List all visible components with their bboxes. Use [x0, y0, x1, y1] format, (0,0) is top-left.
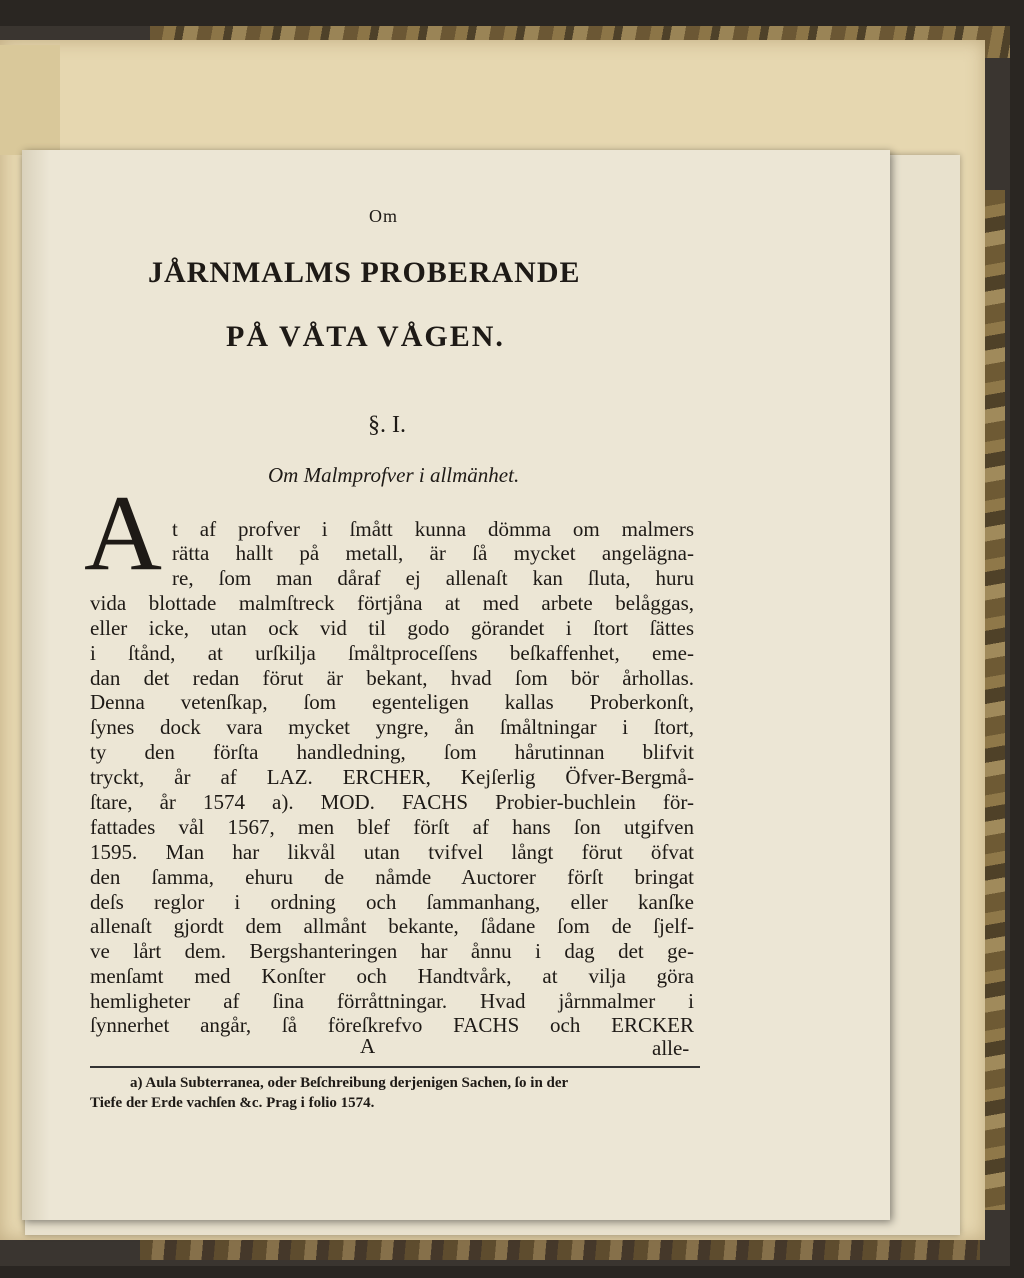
- body-line: ſynnerhet angår, ſå föreſkrefvo FACHS och ERCKER: [90, 1013, 694, 1037]
- section-number: §. I.: [368, 412, 406, 438]
- body-line: re, ſom man dåraf ej allenaſt kan ſluta, huru: [172, 566, 694, 590]
- title-prefix: Om: [369, 206, 398, 226]
- page-title-line1: JÅRNMALMS PROBERANDE: [148, 256, 581, 289]
- body-line: fattades vål 1567, men blef förſt af hans ſon utgifven: [90, 815, 694, 839]
- body-line: dan det redan förut är bekant, hvad ſom bör århollas.: [90, 666, 694, 690]
- body-line: rätta hallt på metall, är ſå mycket angelägna-: [172, 541, 694, 565]
- body-line: vida blottade malmſtreck förtjåna at med arbete belåggas,: [90, 591, 694, 615]
- body-line: allenaſt gjordt dem allmånt bekante, ſådane ſom de ſjelf-: [90, 914, 694, 938]
- body-line: ſynes dock vara mycket yngre, ån ſmåltningar i ſtort,: [90, 715, 694, 739]
- catchword: alle-: [652, 1036, 690, 1060]
- endpaper-edge: [0, 45, 60, 155]
- signature-mark: A: [360, 1034, 376, 1058]
- body-line: menſamt med Konſter och Handtvårk, at vilja göra: [90, 964, 694, 988]
- footnote-line: Tiefe der Erde vachſen &c. Prag i folio 1574.: [90, 1095, 375, 1111]
- body-line: tryckt, år af LAZ. ERCHER, Kejſerlig Öfver-Bergmå-: [90, 765, 694, 789]
- body-line: ty den förſta handledning, ſom hårutinnan blifvit: [90, 740, 694, 764]
- body-line: den ſamma, ehuru de nåmde Auctorer förſt bringat: [90, 865, 694, 889]
- body-line: Denna vetenſkap, ſom egenteligen kallas Proberkonſt,: [90, 690, 694, 714]
- body-line: 1595. Man har likvål utan tvifvel långt förut öfvat: [90, 840, 694, 864]
- footnote-rule: [90, 1066, 700, 1068]
- page-title-line2: PÅ VÅTA VÅGEN.: [226, 320, 505, 353]
- body-line: i ſtånd, at urſkilja ſmåltproceſſens beſkaffenhet, eme-: [90, 641, 694, 665]
- body-line: ve lårt dem. Bergshanteringen har ånnu i dag det ge-: [90, 939, 694, 963]
- body-line: deſs reglor i ordning och ſammanhang, eller kanſke: [90, 890, 694, 914]
- footnote-line: a) Aula Subterranea, oder Beſchreibung derjenigen Sachen, ſo in der: [130, 1075, 569, 1091]
- page-gutter: [22, 150, 50, 1220]
- body-line: t af profver i ſmått kunna dömma om malmers: [172, 517, 694, 541]
- body-line: eller icke, utan ock vid til godo görandet i ſtort ſättes: [90, 616, 694, 640]
- body-line: ſtare, år 1574 a). MOD. FACHS Probier-buchlein för-: [90, 790, 694, 814]
- body-line: hemligheter af ſina förråttningar. Hvad jårnmalmer i: [90, 989, 694, 1013]
- section-heading: Om Malmprofver i allmänhet.: [268, 463, 520, 487]
- dropcap: A: [84, 474, 162, 593]
